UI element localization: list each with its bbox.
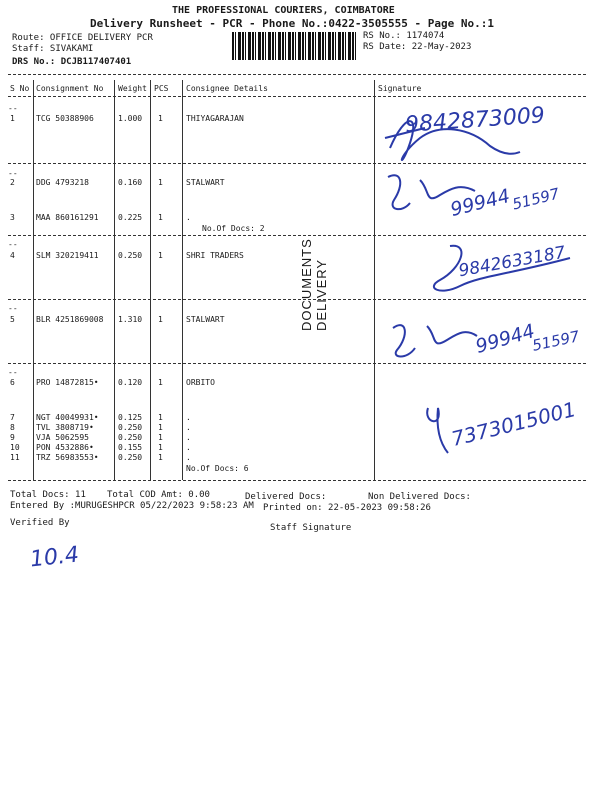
row-sno: 2	[10, 178, 15, 187]
row-sno: 6	[10, 378, 15, 387]
total-cod-amount: Total COD Amt: 0.00	[107, 490, 210, 500]
row-sno: 9	[10, 433, 15, 442]
group-mark: --	[8, 304, 18, 313]
row-sno: 10	[10, 443, 20, 452]
documents-delivery-stamp: DOCUMENTS DELIVERY	[299, 238, 329, 331]
row-consignee: .	[186, 213, 191, 222]
col-signature: Signature	[378, 84, 422, 93]
group-mark: --	[8, 368, 18, 377]
row-sno: 1	[10, 114, 15, 123]
row-sno: 3	[10, 213, 15, 222]
row-weight: 0.250	[118, 423, 143, 432]
total-docs: Total Docs: 11	[10, 490, 86, 500]
entered-by: Entered By :MURUGESHPCR 05/22/2023 9:58:23 AM	[10, 501, 254, 511]
non-delivered-docs: Non Delivered Docs:	[368, 492, 471, 502]
row-consignment: PON 4532886•	[36, 443, 94, 452]
row-sno: 11	[10, 453, 20, 462]
col-line	[114, 80, 115, 480]
row-pcs: 1	[158, 251, 163, 260]
col-line	[33, 80, 34, 480]
row-weight: 0.160	[118, 178, 143, 187]
docs-count-note: No.Of Docs: 6	[186, 464, 249, 473]
row-pcs: 1	[158, 213, 163, 222]
row-sno: 4	[10, 251, 15, 260]
signature-phone-4: 9842633187	[457, 242, 568, 282]
row-consignee: .	[186, 433, 191, 442]
signature-number-5b: 51597	[530, 327, 582, 355]
signature-number-2: 99944	[448, 185, 513, 221]
signature-phone-6: 7373015001	[448, 396, 579, 452]
col-consignment: Consignment No	[36, 84, 104, 93]
row-consignee: .	[186, 423, 191, 432]
row-weight: 0.250	[118, 251, 143, 260]
row-consignment: VJA 5062595	[36, 433, 89, 442]
signature-number-5: 99944	[473, 320, 538, 358]
row-weight: 0.250	[118, 433, 143, 442]
row-weight: 0.120	[118, 378, 143, 387]
row-consignment: NGT 40049931•	[36, 413, 99, 422]
runsheet-title: Delivery Runsheet - PCR - Phone No.:0422-3505555 - Page No.:1	[90, 17, 494, 30]
row-consignment: TVL 3808719•	[36, 423, 94, 432]
row-pcs: 1	[158, 453, 163, 462]
row-consignment: DDG 4793218	[36, 178, 89, 187]
row-consignee: THIYAGARAJAN	[186, 114, 244, 123]
col-consignee: Consignee Details	[186, 84, 268, 93]
row-weight: 0.250	[118, 453, 143, 462]
row-consignee: .	[186, 443, 191, 452]
verified-by-label: Verified By	[10, 518, 70, 528]
rs-date: RS Date: 22-May-2023	[363, 42, 472, 52]
row-sno: 8	[10, 423, 15, 432]
row-pcs: 1	[158, 378, 163, 387]
row-pcs: 1	[158, 423, 163, 432]
col-pcs: PCS	[154, 84, 169, 93]
row-weight: 1.310	[118, 315, 143, 324]
row-consignee: ORBITO	[186, 378, 215, 387]
signature-number-2b: 51597	[510, 184, 562, 214]
rs-number: RS No.: 1174074	[363, 31, 445, 41]
docs-count-note: No.Of Docs: 2	[202, 224, 265, 233]
route-label: Route: OFFICE DELIVERY PCR	[12, 33, 153, 43]
row-sno: 7	[10, 413, 15, 422]
row-weight: 0.125	[118, 413, 143, 422]
row-pcs: 1	[158, 413, 163, 422]
row-consignment: TCG 50388906	[36, 114, 94, 123]
company-name: THE PROFESSIONAL COURIERS, COIMBATORE	[172, 5, 395, 16]
group-mark: --	[8, 169, 18, 178]
verified-initials: 10.4	[28, 542, 81, 573]
drs-number: DRS No.: DCJB117407401	[12, 57, 132, 67]
row-sno: 5	[10, 315, 15, 324]
row-consignment: SLM 320219411	[36, 251, 99, 260]
delivered-docs: Delivered Docs:	[245, 492, 327, 502]
row-pcs: 1	[158, 443, 163, 452]
row-consignee: STALWART	[186, 178, 225, 187]
printed-on: Printed on: 22-05-2023 09:58:26	[263, 503, 431, 513]
signature-phone-1: 9842873009	[404, 103, 546, 138]
col-line	[150, 80, 151, 480]
row-consignee: STALWART	[186, 315, 225, 324]
row-consignment: PRO 14872815•	[36, 378, 99, 387]
staff-signature-label: Staff Signature	[270, 523, 352, 533]
row-pcs: 1	[158, 178, 163, 187]
row-weight: 0.225	[118, 213, 143, 222]
barcode	[232, 32, 356, 60]
header-divider	[8, 74, 586, 75]
row-consignment: TRZ 56983553•	[36, 453, 99, 462]
col-weight: Weight	[118, 84, 147, 93]
row-consignee: SHRI TRADERS	[186, 251, 244, 260]
row-weight: 1.000	[118, 114, 143, 123]
row-pcs: 1	[158, 433, 163, 442]
row-pcs: 1	[158, 315, 163, 324]
group-mark: --	[8, 104, 18, 113]
col-line	[374, 80, 375, 480]
col-line	[182, 80, 183, 480]
row-weight: 0.155	[118, 443, 143, 452]
row-consignment: MAA 860161291	[36, 213, 99, 222]
row-consignee: .	[186, 413, 191, 422]
staff-label: Staff: SIVAKAMI	[12, 44, 94, 54]
group-mark: --	[8, 240, 18, 249]
col-sno: S No	[10, 84, 30, 93]
column-header-divider	[8, 96, 586, 97]
row-consignment: BLR 4251869008	[36, 315, 104, 324]
table-bottom-divider	[8, 480, 586, 481]
row-pcs: 1	[158, 114, 163, 123]
row-consignee: .	[186, 453, 191, 462]
